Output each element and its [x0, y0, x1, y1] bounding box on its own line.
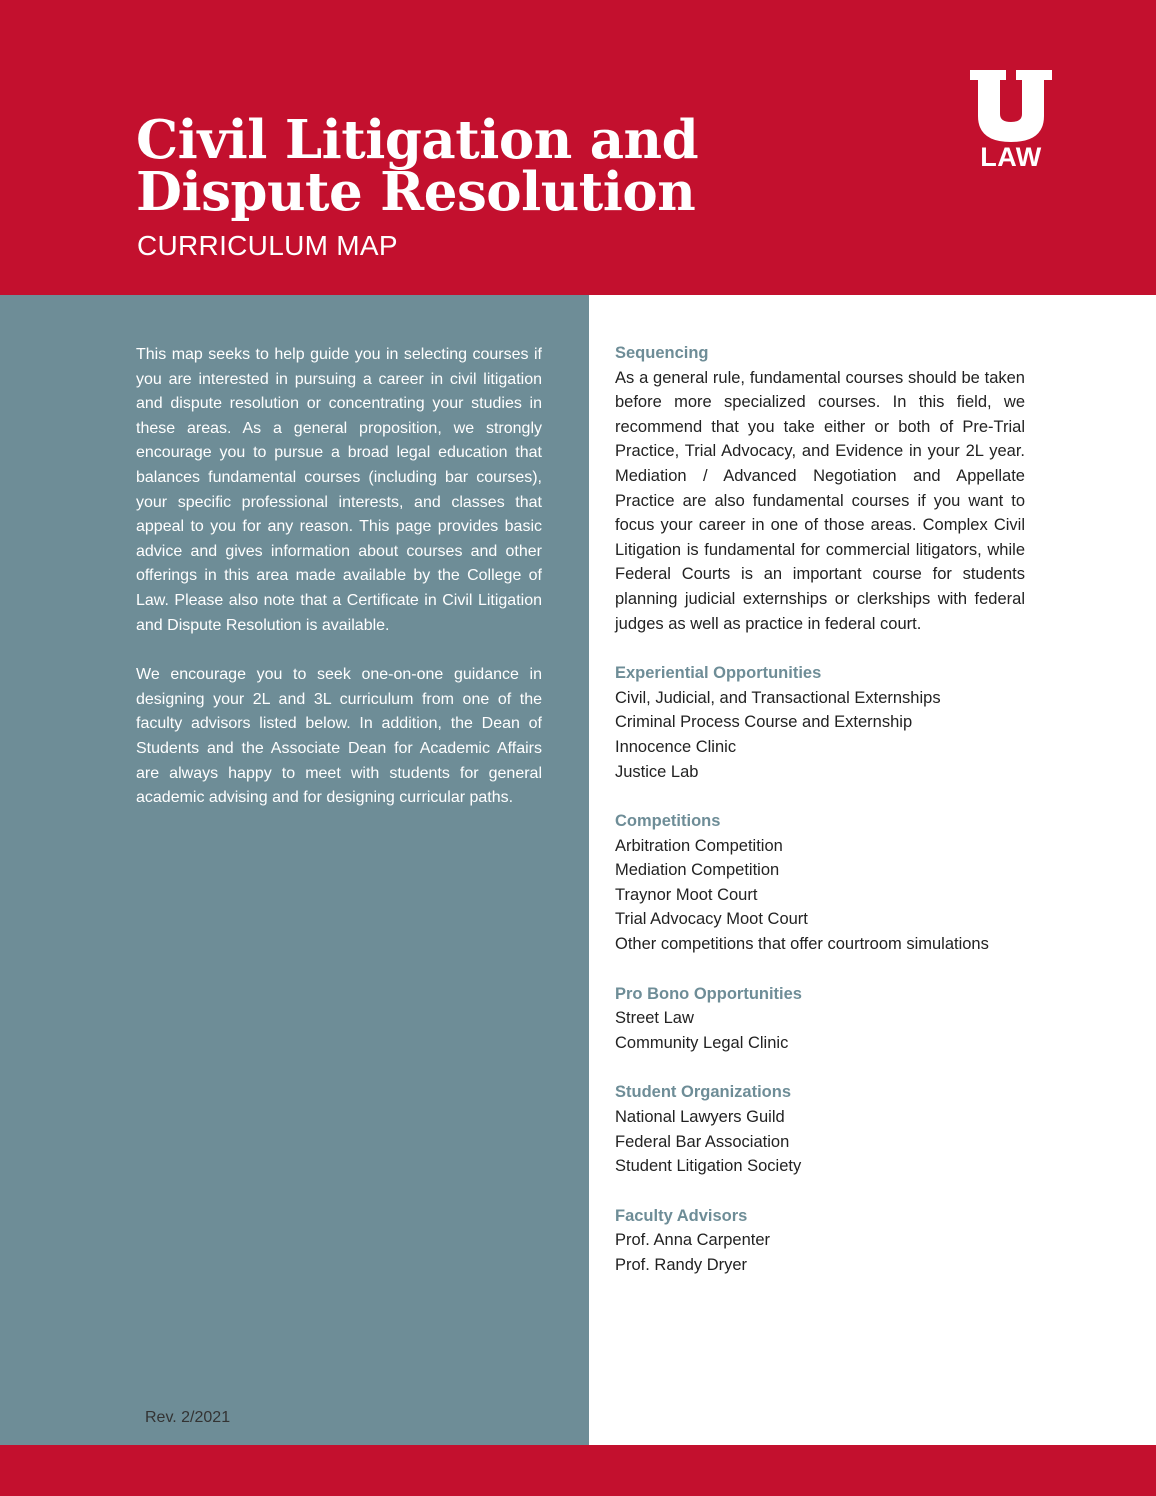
faculty-advisors-section	[615, 1204, 1025, 1278]
footer-band	[0, 1445, 1156, 1496]
university-law-logo	[966, 70, 1058, 176]
title-line-2: Dispute Resolution	[136, 161, 696, 223]
list-item: Student Litigation Society	[615, 1157, 802, 1176]
faculty-advisors-heading: Faculty Advisors	[615, 1206, 748, 1225]
intro-paragraph-2: We encourage you to seek one-on-one guidance in designing your 2L and 3L curriculum from one of the faculty advisors listed below. In addition, the Dean of Students and the Associate Dean for Academic Affairs are always happy to meet with students for general academic advising and for designing curricular paths.	[136, 666, 542, 807]
list-item: Federal Bar Association	[615, 1132, 790, 1151]
student-organizations-section	[615, 1080, 1025, 1178]
logo-law-text: LAW	[980, 142, 1042, 172]
list-item: Trial Advocacy Moot Court	[615, 910, 808, 929]
intro-panel	[0, 295, 589, 1445]
list-item: Arbitration Competition	[615, 836, 783, 855]
page-title	[136, 109, 699, 223]
sequencing-body: As a general rule, fundamental courses should be taken before more specialized courses. In this field, we recommend that you take either or both of Pre-Trial Practice, Trial Advocacy, and Evidence in your 2L year. Mediation / Advanced Negotiation and Appellate Practice are also fundamental courses if you want to focus your career in one of those areas. Complex Civil Litigation is fundamental for commercial litigators, while Federal Courts is an important course for students planning judicial externships or clerkships with federal judges as well as practice in federal court.	[615, 368, 1025, 633]
pro-bono-heading: Pro Bono Opportunities	[615, 984, 802, 1003]
list-item: Justice Lab	[615, 762, 699, 781]
list-item: Street Law	[615, 1009, 694, 1028]
list-item: Civil, Judicial, and Transactional Externships	[615, 688, 941, 707]
list-item: Community Legal Clinic	[615, 1033, 789, 1052]
intro-text	[136, 343, 542, 836]
competitions-section	[615, 809, 1025, 957]
sequencing-heading: Sequencing	[615, 344, 709, 362]
list-item: Criminal Process Course and Externship	[615, 713, 913, 732]
header-banner	[0, 0, 1156, 295]
block-u-icon	[966, 70, 1056, 142]
page-subtitle: CURRICULUM MAP	[137, 230, 398, 261]
list-item: Mediation Competition	[615, 861, 780, 880]
list-item: Other competitions that offer courtroom simulations	[615, 935, 989, 954]
sequencing-section	[615, 341, 1025, 636]
pro-bono-section	[615, 982, 1025, 1056]
revision-date: Rev. 2/2021	[145, 1409, 231, 1426]
list-item: Prof. Randy Dryer	[615, 1256, 748, 1274]
list-item: Innocence Clinic	[615, 737, 737, 756]
competitions-heading: Competitions	[615, 812, 721, 831]
intro-paragraph-1: This map seeks to help guide you in selecting courses if you are interested in pursuing a career in civil litigation and dispute resolution or concentrating your studies in these areas. As a general proposition, we strongly encourage you to pursue a broad legal education that balances fundamental courses (including bar courses), your specific professional interests, and classes that appeal to you for any reason. This page provides basic advice and gives information about courses and other offerings in this area made available by the College of Law. Please also note that a Certificate in Civil Litigation and Dispute Resolution is available.	[136, 346, 542, 634]
list-item: National Lawyers Guild	[615, 1108, 785, 1127]
title-line-1: Civil Litigation and	[136, 109, 699, 171]
experiential-section	[615, 661, 1025, 784]
experiential-heading: Experiential Opportunities	[615, 664, 822, 683]
student-organizations-heading: Student Organizations	[615, 1083, 792, 1102]
list-item: Traynor Moot Court	[615, 885, 758, 904]
list-item: Prof. Anna Carpenter	[615, 1231, 771, 1250]
info-column	[615, 341, 1025, 1303]
